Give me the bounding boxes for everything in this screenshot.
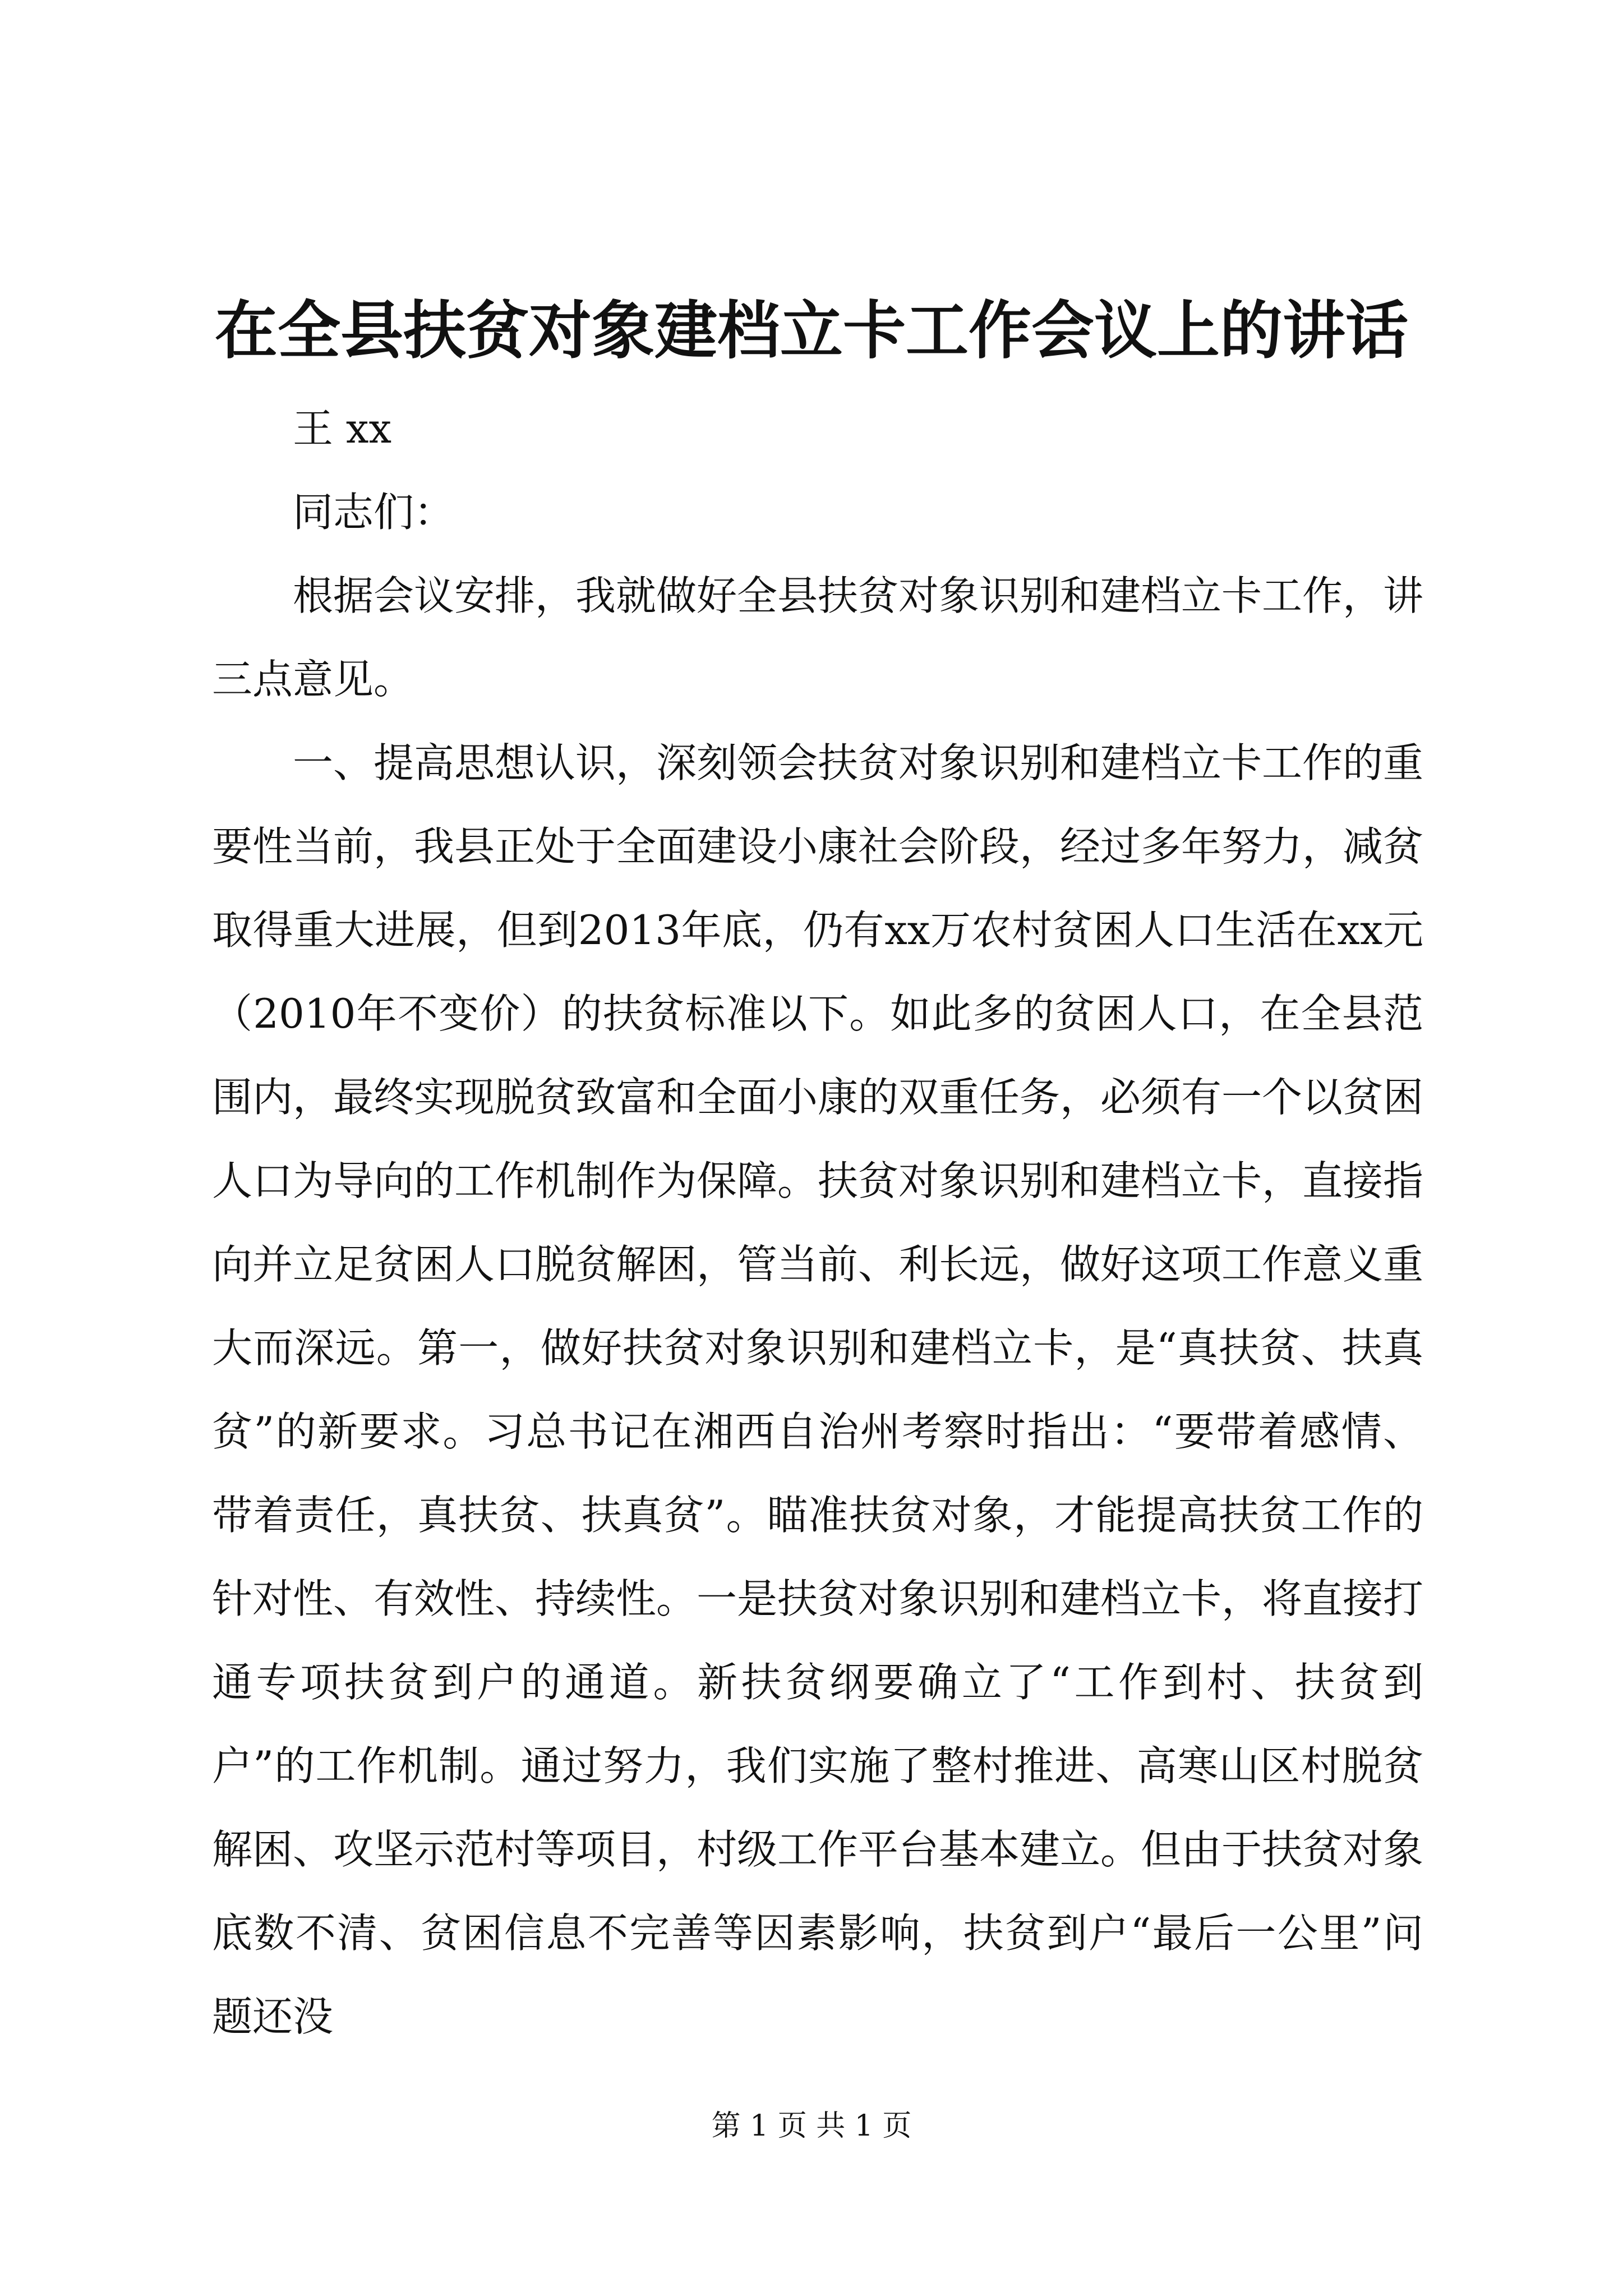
document-body [212, 387, 1423, 2059]
body-paragraph: 根据会议安排，我就做好全县扶贫对象识别和建档立卡工作，讲三点意见。 [212, 572, 1424, 703]
author-line: 王 xx [293, 405, 392, 452]
page-footer: 第 1 页 共 1 页 [711, 2109, 912, 2143]
document-title: 在全县扶贫对象建档立卡工作会议上的讲话 [215, 294, 1408, 367]
salutation-line: 同志们： [293, 489, 455, 536]
body-paragraph: 一、提高思想认识，深刻领会扶贫对象识别和建档立卡工作的重要性当前，我县正处于全面建设小康社会阶段，经过多年努力，减贫取得重大进展，但到2013年底，仍有xx万农村贫困人口生活在xx元（2010年不变价）的扶贫标准以下。如此多的贫困人口，在全县范围内，最终实现脱贫致富和全面小康的双重任务，必须有一个以贫困人口为导向的工作机制作为保障。扶贫对象识别和建档立卡，直接指向并立足贫困人口脱贫解困，管当前、利长远，做好这项工作意义重大而深远。第一，做好扶贫对象识别和建档立卡，是“真扶贫、扶真贫”的新要求。习总书记在湘西自治州考察时指出：“要带着感情、带着责任，真扶贫、扶真贫”。瞄准扶贫对象，才能提高扶贫工作的针对性、有效性、持续性。一是扶贫对象识别和建档立卡，将直接打通专项扶贫到户的通道。新扶贫纲要确立了“工作到村、扶贫到户”的工作机制。通过努力，我们实施了整村推进、高寒山区村脱贫解困、攻坚示范村等项目，村级工作平台基本建立。但由于扶贫对象底数不清、贫困信息不完善等因素影响，扶贫到户“最后一公里”问题还没 [212, 739, 1424, 2040]
